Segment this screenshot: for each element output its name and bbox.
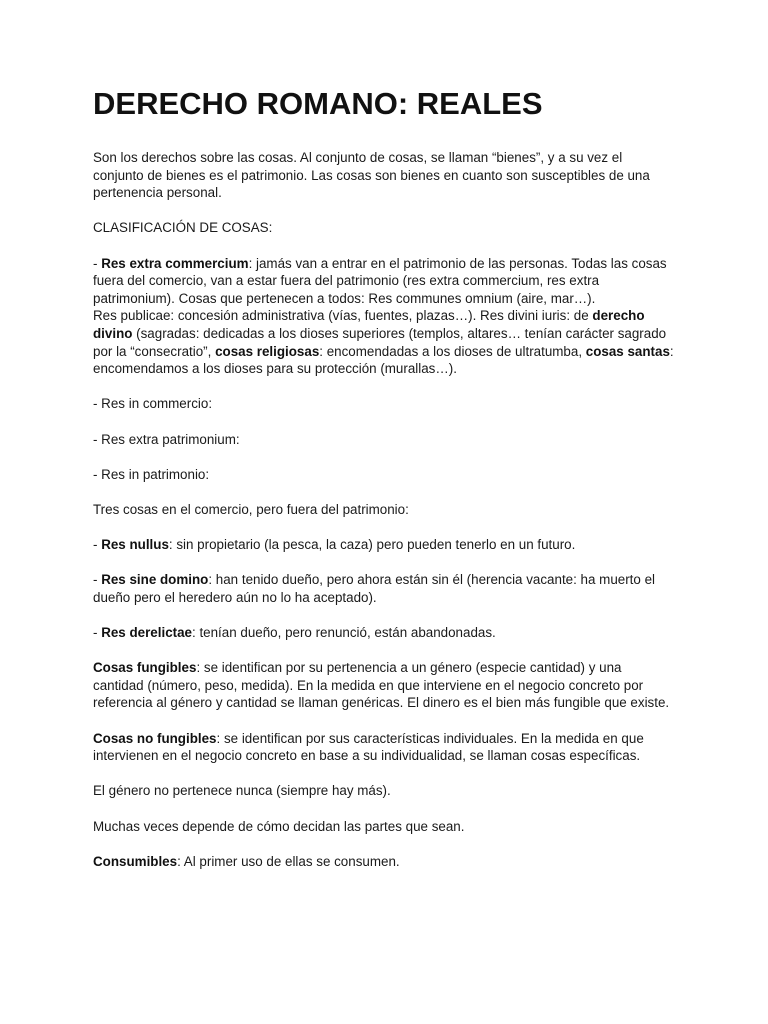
publicae-text-2: (sagradas: dedicadas a los dioses superiores (templos, altares… tenían carácter sagrado por la “consecratio”, [93, 325, 667, 359]
cosas-fungibles-paragraph [93, 659, 675, 712]
cosas-no-fungibles-text: : se identifican por sus características individuales. En la medida en que intervienen en el negocio concreto en base a su individualidad, se llaman cosas específicas. [93, 730, 644, 764]
res-sine-domino-paragraph [93, 571, 675, 606]
cosas-fungibles-term: Cosas fungibles [93, 660, 197, 676]
extra-commercium-paragraph [93, 255, 675, 308]
list-dash: - [93, 625, 102, 641]
extra-commercium-term: Res extra commercium [101, 255, 249, 271]
res-sine-domino-text: : han tenido dueño, pero ahora están sin él (herencia vacante: ha muerto el dueño pero el heredero aún no lo ha aceptado). [93, 572, 655, 605]
res-sine-domino-term: Res sine domino [101, 572, 209, 588]
cosas-santas-term: cosas santas [585, 343, 670, 359]
res-in-commercio-item: - Res in commercio: [93, 396, 213, 412]
cosas-fungibles-text: : se identifican por su pertenencia a un género (especie cantidad) y una cantidad (número, peso, medida). En la medida en que interviene en el negocio concreto por referencia al género y cantidad se llaman genéricas. El dinero es el bien más fungible que existe. [93, 660, 670, 711]
list-dash: - [93, 572, 102, 588]
list-dash: - [93, 255, 102, 271]
cosas-religiosas-term: cosas religiosas [215, 343, 320, 359]
res-extra-patrimonium-item: - Res extra patrimonium: [93, 431, 240, 447]
res-derelictae-text: : tenían dueño, pero renunció, están abandonadas. [192, 625, 496, 641]
consumibles-term: Consumibles [93, 853, 178, 869]
extra-commercium-text: : jamás van a entrar en el patrimonio de las personas. Todas las cosas fuera del comercio, van a estar fuera del patrimonio (res extra commercium, res extra patrimonium). Cosas que pertenecen a todos: Res communes omnium (aire, mar…). [93, 255, 667, 306]
publicae-text-1: Res publicae: concesión administrativa (vías, fuentes, plazas…). Res divini iuris: de [93, 308, 593, 324]
list-dash: - [93, 537, 102, 553]
genero-paragraph: El género no pertenece nunca (siempre hay más). [93, 783, 391, 799]
consumibles-paragraph [93, 853, 675, 871]
document-body [93, 84, 675, 888]
res-nullus-paragraph [93, 536, 675, 554]
muchas-veces-paragraph: Muchas veces depende de cómo decidan las partes que sean. [93, 818, 465, 834]
res-nullus-term: Res nullus [101, 537, 169, 553]
publicae-paragraph [93, 307, 675, 377]
res-in-patrimonio-item: - Res in patrimonio: [93, 466, 210, 482]
res-derelictae-term: Res derelictae [101, 625, 192, 641]
intro-paragraph: Son los derechos sobre las cosas. Al conjunto de cosas, se llaman “bienes”, y a su vez el conjunto de bienes es el patrimonio. Las cosas son bienes en cuanto son susceptibles de una pertenencia personal. [93, 150, 650, 201]
consumibles-text: : Al primer uso de ellas se consumen. [177, 853, 400, 869]
classification-heading: CLASIFICACIÓN DE COSAS: [93, 220, 273, 236]
publicae-text-4: : encomendamos a los dioses para su protección (murallas…). [93, 343, 674, 377]
cosas-no-fungibles-term: Cosas no fungibles [93, 730, 217, 746]
document-title: DERECHO ROMANO: REALES [93, 86, 543, 121]
publicae-text-3: : encomendadas a los dioses de ultratumba, [319, 343, 586, 359]
res-nullus-text: : sin propietario (la pesca, la caza) pero pueden tenerlo en un futuro. [168, 537, 576, 553]
tres-cosas-paragraph: Tres cosas en el comercio, pero fuera del patrimonio: [93, 501, 409, 517]
res-derelictae-paragraph [93, 624, 675, 642]
cosas-no-fungibles-paragraph [93, 730, 675, 765]
derecho-divino-term: derecho divino [93, 308, 645, 341]
